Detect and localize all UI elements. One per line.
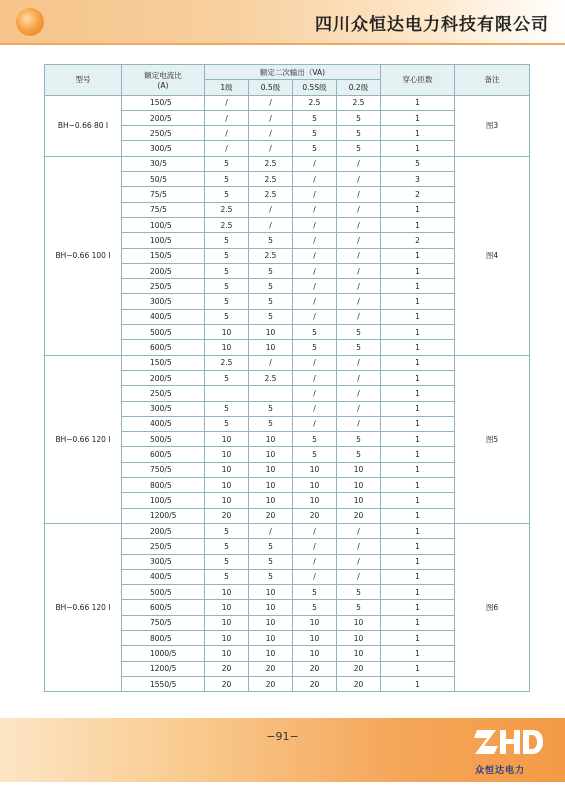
ratio-cell: 100/5 [122,233,205,248]
turns-cell: 1 [381,508,455,523]
class-0-5-cell: 2.5 [249,370,293,385]
note-cell: 图5 [455,355,530,523]
class-1-cell: 5 [205,569,249,584]
ratio-cell: 500/5 [122,585,205,600]
class-1-cell: 5 [205,263,249,278]
class-0-5s-cell: 5 [293,340,337,355]
class-0-5s-cell: 5 [293,141,337,156]
model-cell: BH−0.66 100 I [45,156,122,355]
model-cell: BH−0.66 120 I [45,523,122,691]
class-0-5-cell: 2.5 [249,172,293,187]
header-class-1: 1级 [205,80,249,95]
class-0-5s-cell: / [293,309,337,324]
class-0-5-cell: 10 [249,447,293,462]
class-0-5s-cell: 5 [293,600,337,615]
class-1-cell: 10 [205,585,249,600]
spec-table-body [45,95,530,692]
ratio-cell: 800/5 [122,478,205,493]
class-0-2-cell: / [337,187,381,202]
ratio-cell: 200/5 [122,523,205,538]
table-row [45,523,530,538]
model-cell: BH−0.66 80 I [45,95,122,156]
class-0-2-cell: 10 [337,478,381,493]
class-0-5s-cell: / [293,263,337,278]
turns-cell: 1 [381,325,455,340]
class-0-5s-cell: 10 [293,646,337,661]
class-0-2-cell: 10 [337,615,381,630]
class-0-5s-cell: / [293,233,337,248]
class-0-5-cell [249,386,293,401]
class-0-5-cell: 5 [249,554,293,569]
class-0-5-cell: 10 [249,615,293,630]
class-1-cell: 10 [205,340,249,355]
class-0-5-cell: 10 [249,600,293,615]
class-0-2-cell: 5 [337,447,381,462]
class-1-cell: 5 [205,233,249,248]
class-1-cell: 10 [205,462,249,477]
ratio-cell: 400/5 [122,416,205,431]
turns-cell: 1 [381,279,455,294]
table-row [45,95,530,110]
class-0-2-cell: / [337,202,381,217]
class-0-5-cell: 10 [249,478,293,493]
class-0-5-cell: 20 [249,661,293,676]
ratio-cell: 250/5 [122,386,205,401]
turns-cell: 1 [381,263,455,278]
class-0-2-cell: 5 [337,600,381,615]
class-1-cell: 2.5 [205,202,249,217]
ratio-cell: 400/5 [122,569,205,584]
header-ratio-line2: (A) [157,80,169,90]
turns-cell: 1 [381,676,455,691]
sun-logo-icon [16,8,44,36]
header-class-0-2: 0.2级 [337,80,381,95]
turns-cell: 1 [381,585,455,600]
turns-cell: 1 [381,110,455,125]
header-turns: 穿心匝数 [381,65,455,96]
class-0-2-cell: 5 [337,340,381,355]
class-0-2-cell: 5 [337,110,381,125]
turns-cell: 3 [381,172,455,187]
class-0-2-cell: 5 [337,141,381,156]
table-row [45,355,530,370]
class-1-cell: 5 [205,156,249,171]
class-0-5s-cell: / [293,187,337,202]
class-0-5s-cell: / [293,217,337,232]
class-1-cell: / [205,110,249,125]
class-0-5s-cell: / [293,279,337,294]
class-0-2-cell: / [337,401,381,416]
turns-cell: 2 [381,187,455,202]
ratio-cell: 750/5 [122,462,205,477]
class-0-5s-cell: / [293,554,337,569]
class-1-cell: 10 [205,600,249,615]
turns-cell: 5 [381,156,455,171]
turns-cell: 1 [381,554,455,569]
class-0-5s-cell: / [293,370,337,385]
model-cell: BH−0.66 120 I [45,355,122,523]
class-0-5s-cell: 10 [293,630,337,645]
class-0-2-cell: / [337,263,381,278]
class-0-5-cell: 5 [249,233,293,248]
class-0-5-cell: 10 [249,585,293,600]
turns-cell: 1 [381,569,455,584]
class-0-5s-cell: 5 [293,447,337,462]
class-0-5s-cell: / [293,386,337,401]
turns-cell: 1 [381,294,455,309]
class-0-2-cell: / [337,309,381,324]
class-0-5s-cell: / [293,248,337,263]
class-1-cell: 5 [205,523,249,538]
class-0-2-cell: 20 [337,661,381,676]
class-0-5-cell: 5 [249,263,293,278]
ratio-cell: 400/5 [122,309,205,324]
ratio-cell: 150/5 [122,248,205,263]
class-0-5s-cell: 10 [293,478,337,493]
class-0-5s-cell: / [293,156,337,171]
turns-cell: 1 [381,126,455,141]
ratio-cell: 250/5 [122,279,205,294]
class-0-5-cell: / [249,355,293,370]
note-cell: 图3 [455,95,530,156]
class-1-cell: / [205,126,249,141]
class-0-5s-cell: 5 [293,325,337,340]
ratio-cell: 200/5 [122,370,205,385]
class-0-5-cell: 10 [249,646,293,661]
class-1-cell: 10 [205,478,249,493]
turns-cell: 1 [381,355,455,370]
turns-cell: 1 [381,523,455,538]
spec-table-container [44,64,530,692]
ratio-cell: 1550/5 [122,676,205,691]
ratio-cell: 750/5 [122,615,205,630]
ratio-cell: 50/5 [122,172,205,187]
ratio-cell: 30/5 [122,156,205,171]
class-0-5-cell: / [249,126,293,141]
ratio-cell: 75/5 [122,187,205,202]
ratio-cell: 150/5 [122,355,205,370]
class-0-5-cell: 5 [249,569,293,584]
class-0-2-cell: 5 [337,432,381,447]
turns-cell: 1 [381,416,455,431]
header-note: 备注 [455,65,530,96]
header-class-0-5s: 0.5S级 [293,80,337,95]
class-0-5s-cell: / [293,416,337,431]
class-0-5-cell: 10 [249,462,293,477]
turns-cell: 1 [381,217,455,232]
turns-cell: 1 [381,661,455,676]
class-0-2-cell: 2.5 [337,95,381,110]
ratio-cell: 600/5 [122,600,205,615]
turns-cell: 1 [381,202,455,217]
class-0-5-cell: / [249,523,293,538]
class-0-2-cell: / [337,370,381,385]
class-0-5-cell: 10 [249,493,293,508]
header-model: 型号 [45,65,122,96]
class-0-5s-cell: 10 [293,615,337,630]
turns-cell: 1 [381,432,455,447]
class-0-5-cell: 5 [249,401,293,416]
ratio-cell: 250/5 [122,126,205,141]
turns-cell: 1 [381,600,455,615]
class-0-5s-cell: / [293,401,337,416]
turns-cell: 1 [381,141,455,156]
turns-cell: 1 [381,447,455,462]
class-0-2-cell: / [337,156,381,171]
ratio-cell: 300/5 [122,294,205,309]
class-0-2-cell: / [337,172,381,187]
class-0-5s-cell: / [293,172,337,187]
class-0-5s-cell: / [293,523,337,538]
turns-cell: 2 [381,233,455,248]
turns-cell: 1 [381,539,455,554]
ratio-cell: 1200/5 [122,508,205,523]
company-name: 四川众恒达电力科技有限公司 [315,15,549,35]
spec-table [44,64,530,692]
class-1-cell: 10 [205,325,249,340]
turns-cell: 1 [381,478,455,493]
class-0-5-cell: / [249,202,293,217]
turns-cell: 1 [381,462,455,477]
ratio-cell: 1200/5 [122,661,205,676]
class-0-5-cell: 10 [249,340,293,355]
class-0-5-cell: 20 [249,508,293,523]
class-0-5-cell: 5 [249,309,293,324]
ratio-cell: 200/5 [122,110,205,125]
class-0-2-cell: / [337,294,381,309]
class-0-2-cell: 20 [337,676,381,691]
turns-cell: 1 [381,630,455,645]
header-divider [0,43,565,45]
class-0-5s-cell: / [293,355,337,370]
class-0-5-cell: 5 [249,539,293,554]
class-1-cell: 10 [205,646,249,661]
class-0-5-cell: / [249,95,293,110]
class-0-5s-cell: / [293,294,337,309]
class-0-5s-cell: 5 [293,110,337,125]
class-0-5s-cell: 2.5 [293,95,337,110]
ratio-cell: 500/5 [122,325,205,340]
class-0-2-cell: / [337,523,381,538]
ratio-cell: 600/5 [122,447,205,462]
ratio-cell: 300/5 [122,554,205,569]
class-1-cell: 5 [205,539,249,554]
class-1-cell: 10 [205,447,249,462]
class-0-5-cell: 5 [249,416,293,431]
class-0-2-cell: 10 [337,493,381,508]
class-0-5-cell: 20 [249,676,293,691]
class-1-cell: 5 [205,309,249,324]
turns-cell: 1 [381,309,455,324]
class-0-5-cell: / [249,141,293,156]
class-1-cell: 5 [205,172,249,187]
class-1-cell: 5 [205,370,249,385]
class-1-cell: 10 [205,615,249,630]
class-1-cell: 2.5 [205,355,249,370]
class-1-cell: / [205,95,249,110]
class-0-2-cell: / [337,416,381,431]
ratio-cell: 300/5 [122,401,205,416]
ratio-cell: 300/5 [122,141,205,156]
class-0-2-cell: / [337,217,381,232]
class-0-2-cell: 5 [337,126,381,141]
class-0-2-cell: / [337,539,381,554]
class-1-cell: 5 [205,416,249,431]
class-0-5-cell: 10 [249,325,293,340]
class-0-5-cell: / [249,217,293,232]
turns-cell: 1 [381,340,455,355]
class-0-5s-cell: 5 [293,585,337,600]
class-0-2-cell: 10 [337,646,381,661]
class-0-2-cell: 5 [337,325,381,340]
class-0-5s-cell: 10 [293,493,337,508]
class-0-5-cell: 2.5 [249,156,293,171]
ratio-cell: 100/5 [122,217,205,232]
note-cell: 图4 [455,156,530,355]
class-1-cell: 5 [205,401,249,416]
header-ratio [122,65,205,96]
class-1-cell [205,386,249,401]
class-1-cell: 5 [205,187,249,202]
turns-cell: 1 [381,401,455,416]
zhd-logo-icon [474,724,544,760]
class-1-cell: 10 [205,493,249,508]
note-cell: 图6 [455,523,530,691]
ratio-cell: 800/5 [122,630,205,645]
ratio-cell: 600/5 [122,340,205,355]
class-1-cell: 10 [205,432,249,447]
class-0-2-cell: 10 [337,462,381,477]
class-0-5s-cell: 5 [293,432,337,447]
class-0-5-cell: 2.5 [249,187,293,202]
class-0-2-cell: / [337,569,381,584]
class-0-5s-cell: 20 [293,661,337,676]
class-0-5-cell: 10 [249,432,293,447]
brand-name: 众恒达电力 [475,766,526,776]
class-0-2-cell: 5 [337,585,381,600]
class-1-cell: 20 [205,508,249,523]
class-0-5-cell: 10 [249,630,293,645]
header-ratio-line1: 额定电流比 [144,70,182,80]
class-1-cell: 5 [205,248,249,263]
turns-cell: 1 [381,248,455,263]
class-1-cell: 20 [205,661,249,676]
turns-cell: 1 [381,493,455,508]
ratio-cell: 200/5 [122,263,205,278]
turns-cell: 1 [381,370,455,385]
header-class-0-5: 0.5级 [249,80,293,95]
class-1-cell: / [205,141,249,156]
class-1-cell: 5 [205,554,249,569]
class-0-2-cell: / [337,355,381,370]
class-0-2-cell: 20 [337,508,381,523]
class-1-cell: 2.5 [205,217,249,232]
table-row [45,156,530,171]
page-number: −91− [266,730,299,743]
class-0-5-cell: 2.5 [249,248,293,263]
class-0-5s-cell: 5 [293,126,337,141]
ratio-cell: 75/5 [122,202,205,217]
turns-cell: 1 [381,615,455,630]
class-0-5-cell: 5 [249,279,293,294]
class-0-5s-cell: 10 [293,462,337,477]
class-0-5-cell: 5 [249,294,293,309]
ratio-cell: 500/5 [122,432,205,447]
class-0-5s-cell: / [293,202,337,217]
class-0-5s-cell: 20 [293,508,337,523]
class-0-5s-cell: 20 [293,676,337,691]
class-0-2-cell: / [337,554,381,569]
class-1-cell: 10 [205,630,249,645]
class-0-5-cell: / [249,110,293,125]
class-1-cell: 5 [205,279,249,294]
class-1-cell: 20 [205,676,249,691]
header-output: 额定二次输出（VA) [205,65,381,80]
class-0-2-cell: / [337,386,381,401]
class-0-2-cell: / [337,233,381,248]
ratio-cell: 1000/5 [122,646,205,661]
ratio-cell: 100/5 [122,493,205,508]
class-0-5s-cell: / [293,569,337,584]
turns-cell: 1 [381,95,455,110]
turns-cell: 1 [381,386,455,401]
class-0-2-cell: 10 [337,630,381,645]
ratio-cell: 150/5 [122,95,205,110]
class-0-2-cell: / [337,248,381,263]
ratio-cell: 250/5 [122,539,205,554]
class-0-2-cell: / [337,279,381,294]
class-1-cell: 5 [205,294,249,309]
class-0-5s-cell: / [293,539,337,554]
turns-cell: 1 [381,646,455,661]
